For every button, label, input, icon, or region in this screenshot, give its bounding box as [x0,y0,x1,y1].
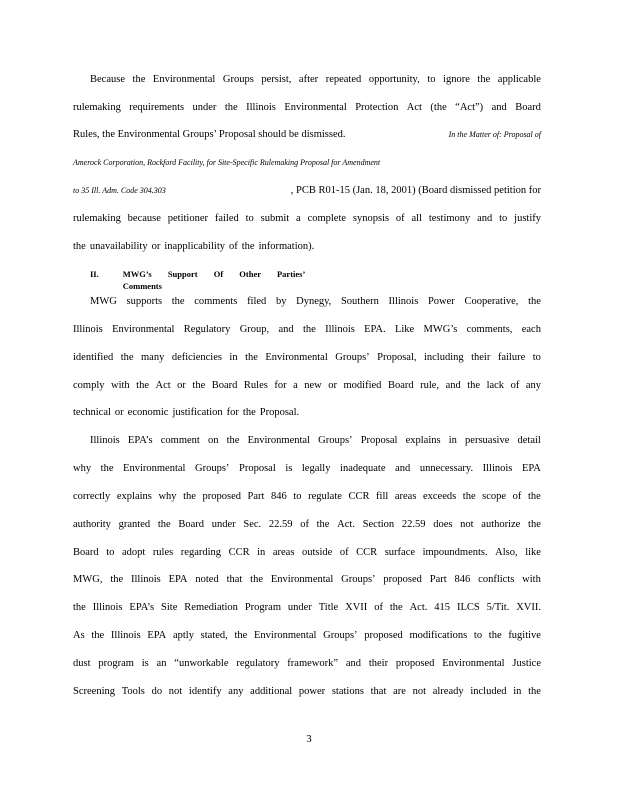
word: a [296,213,301,224]
word: the [226,435,240,446]
paragraph-3-line-10 [73,685,541,699]
word: EPA. [364,324,386,335]
word: the [302,324,316,335]
word: the [136,380,149,391]
paragraph-1-line-5 [73,184,541,198]
word: submit [260,213,290,224]
paragraph-3-line-2 [73,462,541,476]
word: the [91,630,105,641]
word: applicable [497,74,541,85]
word: CCR [348,491,370,502]
word: the [234,630,248,641]
word: the [527,491,541,502]
word: Environmental [254,630,317,641]
word: Dynegy, [296,296,332,307]
word: is [141,658,149,669]
word: and [395,463,411,474]
word: ignore [443,74,470,85]
word: comments [194,296,238,307]
word: Illinois [388,296,419,307]
word: granted [118,519,151,530]
word: lack [486,380,505,391]
word: XVII [345,602,368,613]
word: regulatory [236,658,280,669]
word: regulate [308,491,342,502]
word: not [460,519,474,530]
word: the [245,352,258,363]
word: Illinois [92,602,123,613]
word: authorize [481,519,521,530]
word: the [528,686,541,697]
word: MWG, [73,574,103,585]
word: the [467,380,481,391]
word: 846 [454,574,471,585]
word: the [242,407,256,418]
word: explains [405,435,441,446]
word: not [168,686,183,697]
word: Also, [495,547,518,558]
word: for [274,380,287,391]
word: XVII. [516,602,541,613]
paragraph-3-line-7 [73,601,541,615]
word: proposed [364,630,403,641]
word: that [370,686,387,697]
word: Justice [512,658,541,669]
word: Cooperative, [464,296,519,307]
word: “Act”) [455,102,484,113]
word: comment [160,435,200,446]
word: persuasive [465,435,510,446]
word: to [532,352,541,363]
paragraph-3-line-9 [73,657,541,671]
word: scope [482,491,507,502]
word: EPA [147,630,167,641]
word: of [512,491,522,502]
word: supports [126,296,163,307]
paragraph-2-line-1 [90,295,541,309]
word: after [298,74,319,85]
word: the [477,74,491,85]
word: Proposal. [259,407,300,418]
word: proposed [383,574,422,585]
word: to [499,213,508,224]
citation-case-name-part-2-text: Amerock Corporation, Rockford Facility, for Site-Specific Rulemaking Proposal for Amendment [73,158,381,167]
word: in [448,435,457,446]
word: requirements [129,102,185,113]
word: dust [73,658,91,669]
word: and [477,213,493,224]
word: additional [250,686,293,697]
citation-case-name-part-3: to 35 Ill. Adm. Code 304.303 [73,186,166,195]
paragraph-2-line-3 [73,351,541,365]
word: of [395,213,405,224]
word: Illinois [90,435,120,446]
word: any [525,380,541,391]
paragraph-1-line-3-text: Rules, the Environmental Groups’ Proposal should be dismissed. [73,129,346,140]
paragraph-1-line-7 [73,240,541,254]
word: and [491,102,507,113]
word: repeated [325,74,362,85]
word: Environmental [284,102,347,113]
paragraph-3-line-3 [73,490,541,504]
word: Environmental [265,352,328,363]
word: Board [73,547,99,558]
word: Illinois [325,324,355,335]
word: the [157,519,171,530]
word: the [120,352,134,363]
word: program [98,658,134,669]
word: with [111,380,130,391]
word: Regulatory [183,324,231,335]
word: Illinois [246,102,276,113]
word: comply [73,380,105,391]
word: legally [301,463,331,474]
word: stated, [200,630,228,641]
word: to [293,491,302,502]
word: technical [73,407,111,418]
word: Act. [409,602,428,613]
word: noted [195,574,219,585]
word: does [433,519,453,530]
word: unavailability [89,241,148,252]
word: Board [211,380,238,391]
word: correctly [73,491,111,502]
citation-case-name-part-1: In the Matter of: Proposal of [448,130,541,139]
word: the [110,574,124,585]
word: CCR [228,547,250,558]
word: EPA [168,574,188,585]
word: filed [247,296,267,307]
word: and [345,658,362,669]
word: in [229,352,238,363]
word: under [287,602,312,613]
paragraph-3-line-8 [73,629,541,643]
word: the [73,602,86,613]
word: Board [178,519,205,530]
word: in [513,686,522,697]
word: Southern [340,296,379,307]
word: a [293,380,298,391]
word: Act [155,380,171,391]
word: deficiencies [171,352,222,363]
word: EPA [521,463,541,474]
word: because [127,213,161,224]
word: fill [376,491,389,502]
word: failure [497,352,526,363]
section-heading [90,268,350,292]
word: outside [301,547,333,558]
word: modifications [409,630,468,641]
word: included [470,686,507,697]
word: MWG [90,296,117,307]
word: the [528,519,541,530]
word: CCR [356,547,378,558]
word: of [374,602,383,613]
word: proposed [395,658,435,669]
word: to [427,74,436,85]
word: conflicts [478,574,515,585]
paragraph-1-line-1 [90,73,541,87]
word: Groups’ [335,352,370,363]
word: Section [362,519,395,530]
word: Environmental [442,658,505,669]
word: in [257,547,266,558]
word: Illinois [110,630,141,641]
word: for [226,407,239,418]
word: rule, [420,380,440,391]
word: authority [73,519,111,530]
word: Proposal, [377,352,417,363]
word: unnecessary. [419,463,474,474]
page-number: 3 [306,734,312,745]
word: not [412,686,427,697]
word: an [156,658,167,669]
citation-case-name-part-2 [73,156,541,170]
word: Protection [355,102,399,113]
word: opportunity, [368,74,420,85]
word: many [141,352,165,363]
word: are [393,686,406,697]
word: Illinois [73,324,103,335]
word: Act [406,102,422,113]
word: their [471,352,491,363]
word: inadequate [340,463,386,474]
word: Environmental [152,74,216,85]
word: to [245,213,254,224]
word: Power [427,296,455,307]
word: Act. [337,519,355,530]
word: is [285,463,293,474]
word: identify [188,686,222,697]
word: comments, [466,324,513,335]
paragraph-2-line-4 [73,379,541,393]
word: why [158,491,177,502]
word: “unworkable [174,658,229,669]
word: why [73,463,92,474]
word: the [192,380,206,391]
word: Illinois [131,574,161,585]
word: petitioner [167,213,208,224]
word: exceeds [422,491,457,502]
paragraph-1-line-6 [73,212,541,226]
word: Illinois [482,463,513,474]
word: do [151,686,163,697]
word: Environmental [112,324,175,335]
word: Sec. [243,519,262,530]
word: to [473,630,483,641]
word: of [300,519,309,530]
word: detail [517,435,541,446]
word: power [298,686,326,697]
word: each [521,324,541,335]
word: testimony [428,213,471,224]
word: Groups’ [195,463,230,474]
word: Environmental [123,463,186,474]
paragraph-1-line-5-text: , PCB R01-15 (Jan. 18, 2001) (Board dismissed petition for [290,185,541,196]
word: or [177,380,186,391]
word: the [132,74,146,85]
word: with [522,574,541,585]
word: by [275,296,287,307]
word: Groups [222,74,254,85]
word: or [328,380,338,391]
word: or [151,241,161,252]
word: the [73,241,86,252]
word: stations [331,686,364,697]
word: and [278,324,294,335]
word: on [207,435,219,446]
word: to [106,547,115,558]
word: Proposal [360,435,398,446]
word: the [316,519,330,530]
section-number: II. [90,269,99,279]
word: like [525,547,541,558]
word: of [339,547,349,558]
word: Remediation [184,602,238,613]
word: all [411,213,423,224]
word: justify [514,213,541,224]
word: surface [384,547,416,558]
word: aptly [172,630,194,641]
word: justification [172,407,223,418]
word: adopt [121,547,146,558]
word: Program [244,602,282,613]
paragraph-1-line-3 [73,128,541,142]
word: the [389,602,403,613]
word: explains [116,491,152,502]
paragraph-3-line-5 [73,546,541,560]
word: rulemaking [73,102,121,113]
word: any [228,686,244,697]
word: Part [429,574,447,585]
word: inapplicability [164,241,225,252]
word: MWG’s [423,324,458,335]
word: including [423,352,464,363]
word: framework” [287,658,339,669]
word: (the [430,102,447,113]
word: rulemaking [73,213,121,224]
word: Environmental [247,435,310,446]
paragraph-3-line-6 [73,573,541,587]
word: Title [318,602,339,613]
word: modified [343,380,382,391]
word: the [183,491,196,502]
paragraph-1-line-2 [73,101,541,115]
word: Group, [239,324,270,335]
word: under [192,102,217,113]
word: Groups’ [341,574,376,585]
word: impoundments. [422,547,488,558]
paragraph-3-line-4 [73,518,541,532]
word: fugitive [508,630,541,641]
word: ILCS [456,602,480,613]
word: that [226,574,243,585]
word: Environmental [270,574,334,585]
word: Because [90,74,125,85]
word: and [445,380,461,391]
section-title: MWG’s Support Of Other Parties’ Comments [122,269,305,291]
word: EPA’s [129,602,155,613]
word: 846 [271,491,287,502]
word: or [114,407,124,418]
word: of [228,241,238,252]
word: of [510,380,520,391]
word: new [304,380,322,391]
word: their [368,658,389,669]
word: failed [214,213,239,224]
word: Rules [243,380,268,391]
word: synopsis [352,213,390,224]
word: areas [394,491,417,502]
word: Groups’ [323,630,358,641]
word: 5/Tit. [486,602,510,613]
word: 22.59 [268,519,293,530]
word: the [462,491,476,502]
word: the [488,630,502,641]
word: Tools [121,686,145,697]
word: regarding [180,547,222,558]
word: rules [152,547,174,558]
word: EPA’s [127,435,153,446]
word: proposed [202,491,241,502]
word: the [171,296,185,307]
word: identified [73,352,114,363]
word: persist, [261,74,292,85]
word: Board [515,102,541,113]
word: the [241,241,255,252]
word: Like [394,324,415,335]
word: Groups’ [318,435,353,446]
word: the [250,574,263,585]
word: the [224,102,238,113]
word: information). [258,241,315,252]
word: Site [161,602,178,613]
word: under [211,519,236,530]
word: complete [307,213,347,224]
word: already [432,686,464,697]
paragraph-2-line-2 [73,323,541,337]
paragraph-2-line-5 [73,406,541,420]
word: Screening [73,686,115,697]
word: economic [127,407,169,418]
word: As [73,630,85,641]
word: the [528,296,541,307]
word: Proposal [239,463,276,474]
word: Board [387,380,414,391]
word: the [100,463,114,474]
word: 415 [434,602,451,613]
word: areas [272,547,295,558]
word: Part [247,491,265,502]
paragraph-3-line-1 [90,434,541,448]
word: 22.59 [401,519,426,530]
